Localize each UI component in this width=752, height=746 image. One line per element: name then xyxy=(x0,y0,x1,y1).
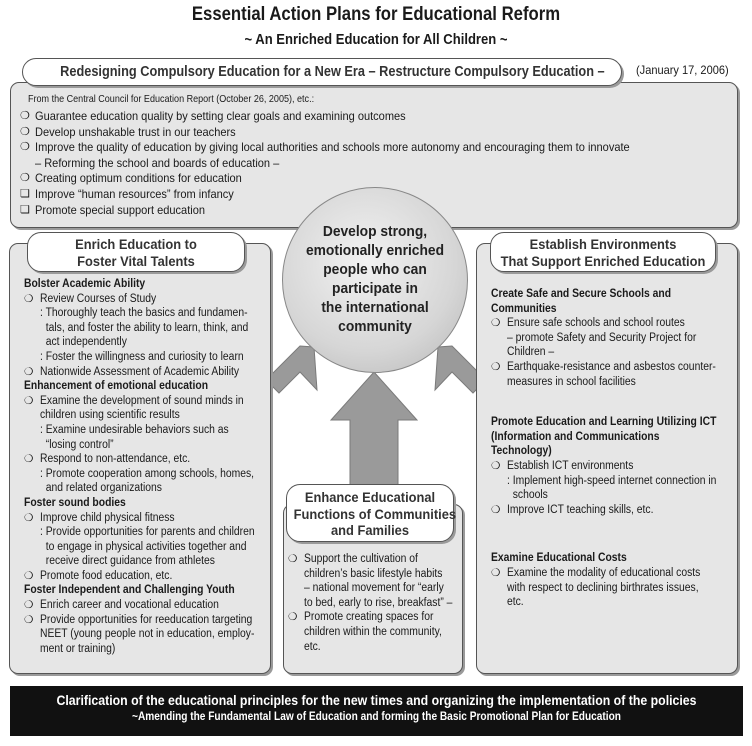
center-goal-text xyxy=(290,222,460,336)
left-section-heading xyxy=(27,232,245,272)
footer-line-1: Clarification of the educational principles for the new times and organizing the implementation of the policies xyxy=(56,692,697,708)
item-text: : Foster the willingness and curiosity to learn xyxy=(40,350,244,363)
item-continuation xyxy=(288,596,463,611)
group-heading xyxy=(24,583,274,598)
list-item xyxy=(24,569,274,584)
top-list-item-text: Develop unshakable trust in our teachers xyxy=(35,124,236,139)
top-list-item-text: Improve the quality of education by giving local authorities and schools more autonomy and encouraging them to innovate xyxy=(35,140,630,155)
open-circle-icon: ❍ xyxy=(288,553,298,565)
open-circle-icon: ❍ xyxy=(24,599,34,612)
item-continuation xyxy=(288,625,463,640)
group-heading xyxy=(24,379,274,394)
list-item xyxy=(24,394,274,409)
list-item-text: Enrich career and vocational education xyxy=(40,599,219,612)
middle-title-line-1: Enhance Educational xyxy=(304,489,436,505)
sub-item xyxy=(24,540,274,555)
open-circle-icon: ❍ xyxy=(491,459,501,472)
item-text: : Provide opportunities for parents and children xyxy=(40,526,255,539)
open-circle-icon: ❍ xyxy=(491,360,501,373)
item-text: “losing control” xyxy=(40,438,114,451)
list-item-text: Establish ICT environments xyxy=(507,459,634,472)
list-item xyxy=(24,452,274,467)
list-item xyxy=(288,552,463,567)
center-line: Develop strong, xyxy=(322,223,428,240)
item-text: Children – xyxy=(507,346,555,359)
sub-item xyxy=(24,350,274,365)
list-item xyxy=(491,459,737,474)
sub-item xyxy=(24,554,274,569)
list-item xyxy=(24,598,274,613)
open-circle-icon: ❍ xyxy=(288,611,298,624)
item-continuation xyxy=(288,640,463,655)
open-circle-icon: ❍ xyxy=(24,365,34,378)
item-continuation xyxy=(491,331,737,346)
sub-item xyxy=(24,438,274,453)
list-item-text: Respond to non-attendance, etc. xyxy=(40,453,191,466)
sub-item xyxy=(24,423,274,438)
list-item-text: Improve ICT teaching skills, etc. xyxy=(507,503,654,516)
center-line: emotionally enriched xyxy=(305,242,445,259)
item-continuation xyxy=(491,595,737,610)
group-heading xyxy=(491,444,737,459)
item-text: tals, and foster the ability to learn, think, and xyxy=(40,321,249,334)
arrow-up-icon xyxy=(331,372,417,488)
group-heading-text: Communities xyxy=(491,302,557,315)
group-heading-text: Promote Education and Learning Utilizing ICT xyxy=(491,416,717,429)
page-subtitle: ~ An Enriched Education for All Children ~ xyxy=(244,32,508,48)
item-continuation xyxy=(288,567,463,582)
group-heading-text: Technology) xyxy=(491,445,552,458)
open-square-icon: ❏ xyxy=(20,203,30,216)
open-circle-icon: ❍ xyxy=(20,172,30,185)
sub-item xyxy=(491,488,737,503)
list-item-text: Earthquake-resistance and asbestos counter- xyxy=(507,360,716,373)
list-item xyxy=(24,511,274,526)
item-text: to engage in physical activities together and xyxy=(40,540,247,553)
left-content xyxy=(24,277,274,656)
list-item xyxy=(24,365,274,380)
group-heading-text: (Information and Communications xyxy=(491,430,660,443)
group-heading xyxy=(491,551,737,566)
sub-item xyxy=(491,474,737,489)
open-circle-icon: ❍ xyxy=(24,292,34,305)
item-text: and related organizations xyxy=(40,482,162,495)
open-circle-icon: ❍ xyxy=(24,453,34,466)
group-heading-text: Create Safe and Secure Schools and xyxy=(491,288,672,300)
open-circle-icon: ❍ xyxy=(24,569,34,582)
open-circle-icon: ❍ xyxy=(491,503,501,516)
group-heading-text: Foster Independent and Challenging Youth xyxy=(24,584,235,597)
item-continuation xyxy=(491,581,737,596)
left-title-line-1: Enrich Education to xyxy=(75,236,197,252)
list-item xyxy=(24,613,274,628)
middle-title-line-3: and Families xyxy=(330,522,410,538)
item-text: children within the community, xyxy=(304,625,442,638)
group-spacer xyxy=(491,517,737,551)
sub-item xyxy=(24,525,274,540)
right-content xyxy=(491,287,737,610)
sub-item xyxy=(24,335,274,350)
list-item-text: Review Courses of Study xyxy=(40,292,157,305)
item-text: : Thoroughly teach the basics and fundamen- xyxy=(40,307,248,320)
group-heading-text: Bolster Academic Ability xyxy=(24,278,146,290)
item-text: children’s basic lifestyle habits xyxy=(304,567,443,580)
item-text: children using scientific results xyxy=(40,409,180,422)
open-circle-icon: ❍ xyxy=(20,125,30,138)
item-continuation xyxy=(24,642,274,657)
list-item xyxy=(491,566,737,581)
item-continuation xyxy=(24,408,274,423)
group-heading-text: Enhancement of emotional education xyxy=(24,380,209,393)
date-label: (January 17, 2006) xyxy=(636,63,729,77)
group-heading xyxy=(491,415,737,430)
group-heading xyxy=(24,496,274,511)
item-text: : Promote cooperation among schools, homes, xyxy=(40,467,255,480)
item-continuation xyxy=(491,375,737,390)
middle-section-heading xyxy=(286,484,457,542)
item-text: receive direct guidance from athletes xyxy=(40,555,215,568)
top-list-item-text: – Reforming the school and boards of education – xyxy=(35,155,280,170)
item-text: act independently xyxy=(40,336,127,349)
group-heading xyxy=(491,287,737,302)
item-text: : Implement high-speed internet connection in xyxy=(507,474,717,487)
item-continuation xyxy=(491,345,737,360)
group-spacer xyxy=(491,389,737,415)
item-text: with respect to declining birthrates issues, xyxy=(507,581,699,594)
item-text: measures in school facilities xyxy=(507,375,636,388)
item-continuation xyxy=(288,581,463,596)
left-title-line-2: Foster Vital Talents xyxy=(77,253,195,269)
list-item xyxy=(288,610,463,625)
top-list-item-text: Creating optimum conditions for education xyxy=(35,171,242,186)
center-line: participate in xyxy=(332,280,418,297)
list-item-text: Ensure safe schools and school routes xyxy=(507,317,685,330)
center-line: the international xyxy=(321,299,429,316)
item-continuation xyxy=(24,627,274,642)
page-title: Essential Action Plans for Educational Reform xyxy=(191,4,561,25)
item-text: – national movement for “early xyxy=(304,582,444,595)
top-list-item-text: Improve “human resources” from infancy xyxy=(35,186,234,201)
list-item xyxy=(24,292,274,307)
group-heading xyxy=(491,430,737,445)
group-heading xyxy=(24,277,274,292)
list-item-text: Nationwide Assessment of Academic Ability xyxy=(40,365,240,378)
list-item-text: Promote food education, etc. xyxy=(40,569,173,582)
sub-item xyxy=(24,306,274,321)
source-note: From the Central Council for Education Report (October 26, 2005), etc.: xyxy=(28,93,315,105)
list-item xyxy=(491,503,737,518)
group-heading-text: Examine Educational Costs xyxy=(491,552,627,565)
middle-content xyxy=(288,552,463,654)
center-line: community xyxy=(338,318,412,335)
footer-banner xyxy=(10,686,743,736)
top-heading-text: Redesigning Compulsory Education for a New Era – Restructure Compulsory Education – xyxy=(60,64,605,80)
item-text: – promote Safety and Security Project for xyxy=(507,331,697,344)
right-title-line-2: That Support Enriched Education xyxy=(500,253,706,269)
middle-title-line-2: Functions of Communities xyxy=(293,505,457,522)
open-circle-icon: ❍ xyxy=(24,613,34,626)
item-text: : Examine undesirable behaviors such as xyxy=(40,423,229,436)
list-item-text: Improve child physical fitness xyxy=(40,511,175,524)
list-item-text: Examine the modality of educational costs xyxy=(507,566,701,579)
footer-line-2: ~Amending the Fundamental Law of Education and forming the Basic Promotional Plan for Education xyxy=(132,711,621,723)
group-heading-text: Foster sound bodies xyxy=(24,496,126,509)
top-list-item-text: Promote special support education xyxy=(35,202,205,217)
open-circle-icon: ❍ xyxy=(491,566,501,579)
open-circle-icon: ❍ xyxy=(20,141,30,154)
open-circle-icon: ❍ xyxy=(491,317,501,330)
open-circle-icon: ❍ xyxy=(24,394,34,407)
center-line: people who can xyxy=(323,261,427,278)
group-heading xyxy=(491,302,737,317)
list-item-text: Provide opportunities for reeducation targeting xyxy=(40,613,253,626)
list-item-text: Examine the development of sound minds in xyxy=(40,394,244,407)
item-text: ment or training) xyxy=(40,642,116,655)
list-item xyxy=(491,360,737,375)
list-item xyxy=(491,316,737,331)
right-title-line-1: Establish Environments xyxy=(529,236,677,252)
open-circle-icon: ❍ xyxy=(24,511,34,524)
sub-item xyxy=(24,481,274,496)
item-text: to bed, early to rise, breakfast” – xyxy=(304,596,453,609)
open-square-icon: ❏ xyxy=(20,187,30,200)
sub-item xyxy=(24,467,274,482)
item-text: etc. xyxy=(507,596,524,609)
right-section-heading xyxy=(490,232,716,272)
sub-item xyxy=(24,321,274,336)
list-item-text: Support the cultivation of xyxy=(304,553,418,565)
item-text: schools xyxy=(507,489,548,502)
item-text: etc. xyxy=(304,640,321,653)
top-list-item-text: Guarantee education quality by setting clear goals and examining outcomes xyxy=(35,109,406,123)
open-circle-icon: ❍ xyxy=(20,110,30,122)
item-text: NEET (young people not in education, employ- xyxy=(40,628,255,641)
list-item-text: Promote creating spaces for xyxy=(304,611,434,624)
